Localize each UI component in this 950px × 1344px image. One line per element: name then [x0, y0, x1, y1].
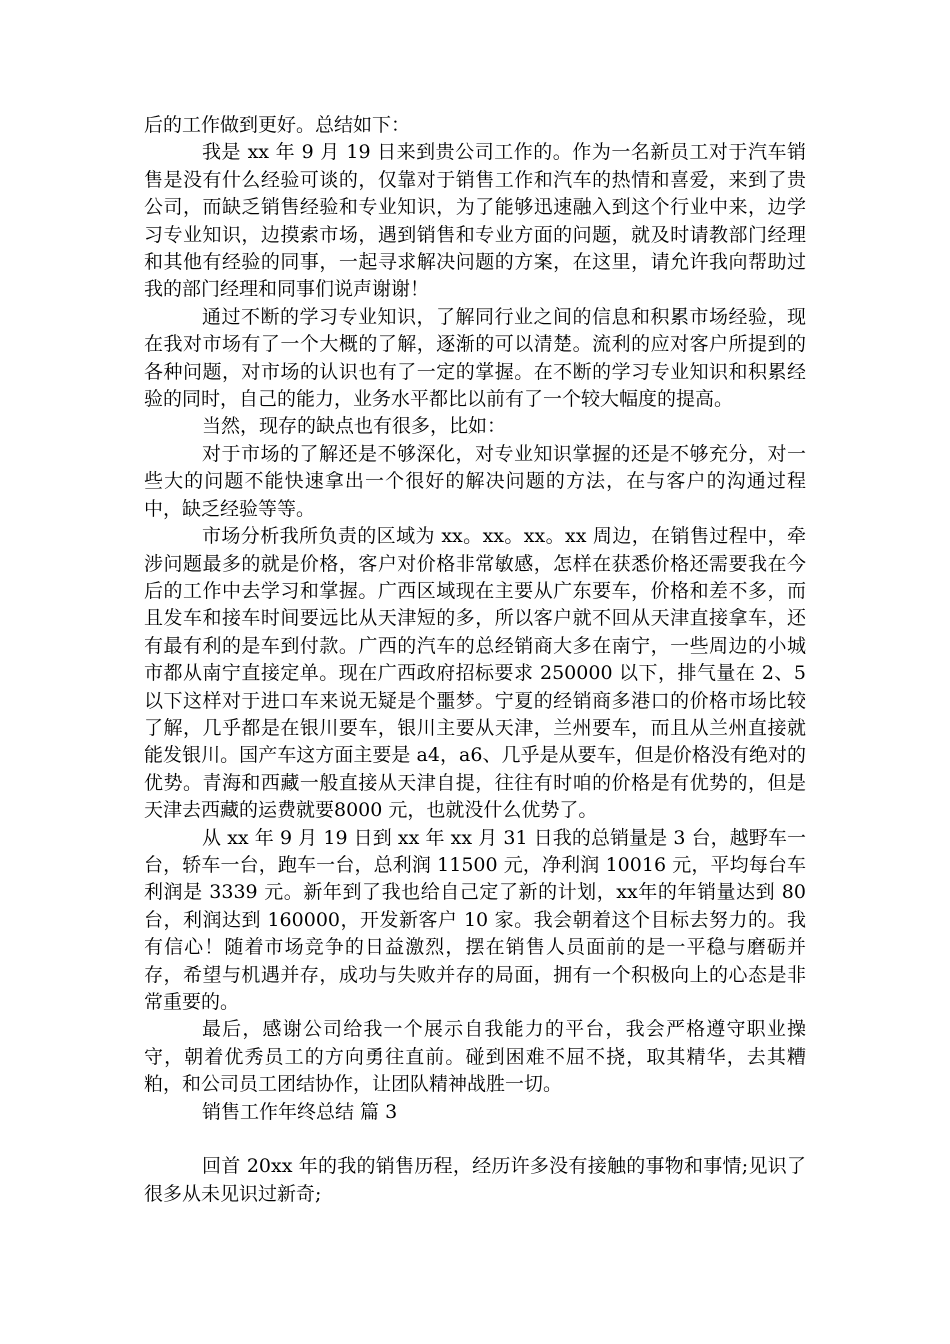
- paragraph-retrospective: 回首 20xx 年的我的销售历程，经历许多没有接触的事物和事情;见识了很多从未见识过新奇;: [144, 1155, 806, 1205]
- paragraph-learning: 通过不断的学习专业知识，了解同行业之间的信息和积累市场经验，现在我对市场有了一个大概的了解，逐渐的可以清楚。流利的应对客户所提到的各种问题，对市场的认识也有了一定的掌握。在不断的学习专业知识和积累经验的同时，自己的能力，业务水平都比以前有了一个较大幅度的提高。: [144, 305, 806, 411]
- paragraph-shortcomings-intro: 当然，现存的缺点也有很多，比如：: [202, 415, 507, 438]
- paragraph-thanks: 最后，感谢公司给我一个展示自我能力的平台，我会严格遵守职业操守，朝着优秀员工的方向勇往直前。碰到困难不屈不挠，取其精华，去其糟粕，和公司员工团结协作，让团队精神战胜一切。: [144, 1018, 806, 1096]
- paragraph-market-analysis: 市场分析我所负责的区域为 xx。xx。xx。xx 周边，在销售过程中，牵涉问题最多的就是价格，客户对价格非常敏感，怎样在获悉价格还需要我在今后的工作中去学习和掌握。广西区域现在主要从广东要车，价格和差不多，而且发车和接车时间要远比从天津短的多，所以客户就不回从天津直接拿车，还有最有利的是车到付款。广西的汽车的总经销商大多在南宁，一些周边的小城市都从南宁直接定单。现在广西政府招标要求 250000 以下，排气量在 2、5 以下这样对于进口车来说无疑是个噩梦。宁夏的经销商多港口的价格市场比较了解，几乎都是在银川要车，银川主要从天津，兰州要车，而且从兰州直接就能发银川。国产车这方面主要是 a4，a6、几乎是从要车，但是价格没有绝对的优势。青海和西藏一般直接从天津自提，往往有时咱的价格是有优势的，但是天津去西藏的运费就要8000 元，也就没什么优势了。: [144, 525, 806, 822]
- paragraph-sales-results: 从 xx 年 9 月 19 日到 xx 年 xx 月 31 日我的总销量是 3 台，越野车一台，轿车一台，跑车一台，总利润 11500 元，净利润 10016 元，平均每台车利润是 3339 元。新年到了我也给自己定了新的计划，xx年的年销量达到 80 台，利润达到 160000，开发新客户 10 家。我会朝着这个目标去努力的。我有信心！随着市场竞争的日益激烈，摆在销售人员面前的是一平稳与磨砺并存，希望与机遇并存，成功与失败并存的局面，拥有一个积极向上的心态是非常重要的。: [144, 826, 806, 1013]
- paragraph-continuation: 后的工作做到更好。总结如下：: [144, 114, 411, 136]
- paragraph-shortcomings: 对于市场的了解还是不够深化，对专业知识掌握的还是不够充分，对一些大的问题不能快速拿出一个很好的解决问题的方法，在与客户的沟通过程中，缺乏经验等等。: [144, 442, 806, 520]
- paragraph-introduction: 我是 xx 年 9 月 19 日来到贵公司工作的。作为一名新员工对于汽车销售是没有什么经验可谈的，仅靠对于销售工作和汽车的热情和喜爱，来到了贵公司，而缺乏销售经验和专业知识，为了能够迅速融入到这个行业中来，边学习专业知识，边摸索市场，遇到销售和专业方面的问题，就及时请教部门经理和其他有经验的同事，一起寻求解决问题的方案，在这里，请允许我向帮助过我的部门经理和同事们说声谢谢！: [144, 141, 806, 301]
- blank-line: [144, 1126, 806, 1153]
- document-page: [144, 112, 806, 1208]
- section-heading: 销售工作年终总结 篇 3: [202, 1100, 398, 1123]
